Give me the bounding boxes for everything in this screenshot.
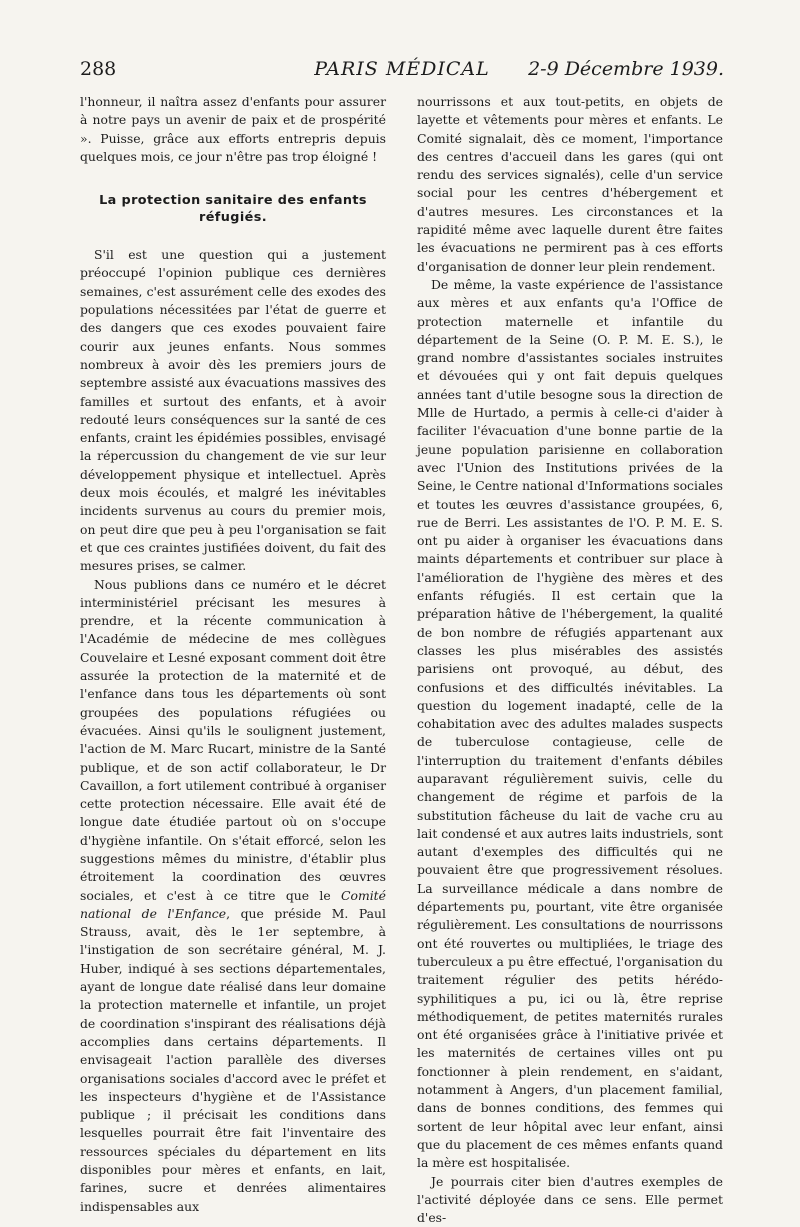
intro-paragraph: l'honneur, il naîtra assez d'enfants pour assurer à notre pays un avenir de paix et de prospérité ». Puisse, grâce aux efforts entrepris depuis quelques mois, ce jour n'être pas trop éloigné ! [80,94,386,164]
section-title: La protection sanitaire des enfants réfugiés. [99,193,367,226]
text-run: Nous publions dans ce numéro et le décret interministériel précisant les mesures à prendre, et la récente communication à l'Académie de médecine de mes collègues Couvelaire et Lesné exposant comment doit être assurée la protection de la maternité et de l'enfance dans tous les départements où sont groupées des populations réfugiées ou évacuées. Ainsi qu'ils le soulignent justement, l'action de M. Marc Rucart, ministre de la Santé publique, et de son actif collaborateur, le Dr Cavaillon, a fort utilement contribué à organiser cette protection nécessaire. Elle avait été de longue date étudiée partout où on s'occupe d'hygiène infantile. On s'était efforcé, selon les suggestions mêmes du ministre, d'établir plus étroitement la coordination des œuvres sociales, et c'est à ce titre que le [80,576,386,903]
page-header [80,58,724,88]
paragraph: De même, la vaste expérience de l'assistance aux mères et aux enfants qu'a l'Office de protection maternelle et infantile du département de la Seine (O. P. M. E. S.), le grand nombre d'assistantes sociales instruites et dévouées qui y ont fait depuis quelques années tant d'utile besogne sous la direction de Mlle de Hurtado, a permis à celle-ci d'aider à faciliter l'évacuation d'une bonne partie de la jeune population parisienne en collaboration avec l'Union des Institutions privées de la Seine, le Centre national d'Informations sociales et toutes les œuvres d'assistance groupées, 6, rue de Berri. Les assistantes de l'O. P. M. E. S. ont pu aider à organiser les évacuations dans maints départements et contribuer sur place à l'amélioration de l'hygiène des mères et des enfants réfugiés. Il est certain que la préparation hâtive de l'hébergement, la qualité de bon nombre de réfugiés appartenant aux classes les plus misérables des assistés parisiens ont provoqué, au début, des confusions et des difficultés inévitables. La question du logement inadapté, celle de la cohabitation avec des adultes malades suspects de tuberculose contagieuse, celle de l'interruption du traitement d'enfants débiles auparavant régulièrement suivis, celle du changement de régime et parfois de la substitution fâcheuse du lait de vache cru au lait condensé et aux autres laits industriels, sont autant d'exemples des difficultés qui ne pouvaient être que progressivement résolues. La surveillance médicale a dans nombre de départements pu, pourtant, vite être organisée régulièrement. Les consultations de nourrissons ont été rouvertes ou multipliées, le triage des tuberculeux a pu être effectué, l'organisation du traitement régulier des petits hérédo-syphilitiques a pu, ici ou là, être reprise méthodiquement, de petites maternités rurales ont été organisées grâce à l'initiative privée et les maternités de certaines villes ont pu fonctionner à plein rendement, en s'aidant, notamment à Angers, d'un placement familial, dans de bonnes conditions, des femmes qui sortent de leur hôpital avec leur enfant, ainsi que du placement de ces mêmes enfants quand la mère est hospitalisée. [417,276,723,1171]
committee-name: Comité national de l'Enfance [80,887,386,921]
paragraph [80,576,386,1216]
paragraph: Je pourrais citer bien d'autres exemples de l'activité déployée dans ce sens. Elle permet d'es- [417,1173,723,1226]
paragraph: nourrissons et aux tout-petits, en objets de layette et vêtements pour mères et enfants. Le Comité signalait, dès ce moment, l'importance des centres d'accueil dans les gares (qui ont rendu des services signalés), celle d'un service social pour les centres d'hébergement et d'autres mesures. Les circonstances et la rapidité même avec laquelle durent être faites les évacuations ne permirent pas à ces efforts d'organisation de donner leur plein rendement. [417,94,723,274]
right-column [417,93,723,1226]
paragraph: S'il est une question qui a justement préoccupé l'opinion publique ces dernières semaines, c'est assurément celle des exodes des populations nécessitées par l'état de guerre et des dangers que ces exodes pouvaient faire courir aux jeunes enfants. Nous sommes nombreux à avoir dès les premiers jours de septembre assisté aux évacuations massives des familles et surtout des enfants, et à avoir redouté leurs conséquences sur la santé de ces enfants, craint les épidémies possibles, envisagé la répercussion du changement de vie sur leur développement physique et intellectuel. Après deux mois écoulés, et malgré les inévitables incidents survenus au cours du premier mois, on peut dire que peu à peu l'organisation se fait et que ces craintes justifiées doivent, du fait des mesures prises, se calmer. [80,247,386,574]
issue-date: 2-9 Décembre 1939. [528,58,724,80]
journal-title: PARIS MÉDICAL [314,58,490,80]
page-number: 288 [80,58,117,80]
text-run: , que préside M. Paul Strauss, avait, dès le 1er septembre, à l'instigation de son secrétaire général, M. J. Huber, indiqué à ses sections départementales, ayant de longue date réalisé dans leur domaine la protection maternelle et infantile, un projet de coordination s'inspirant des réalisations déjà accomplies dans certains départements. Il envisageait l'action parallèle des diverses organisations sociales d'accord avec le préfet et les inspecteurs d'hygiène et de l'Assistance publique ; il précisait les conditions dans lesquelles pourrait être fait l'inventaire des ressources spéciales du département en lits disponibles pour mères et enfants, en lait, farines, sucre et denrées alimentaires indispensables aux [80,905,386,1214]
left-column [80,93,386,1214]
